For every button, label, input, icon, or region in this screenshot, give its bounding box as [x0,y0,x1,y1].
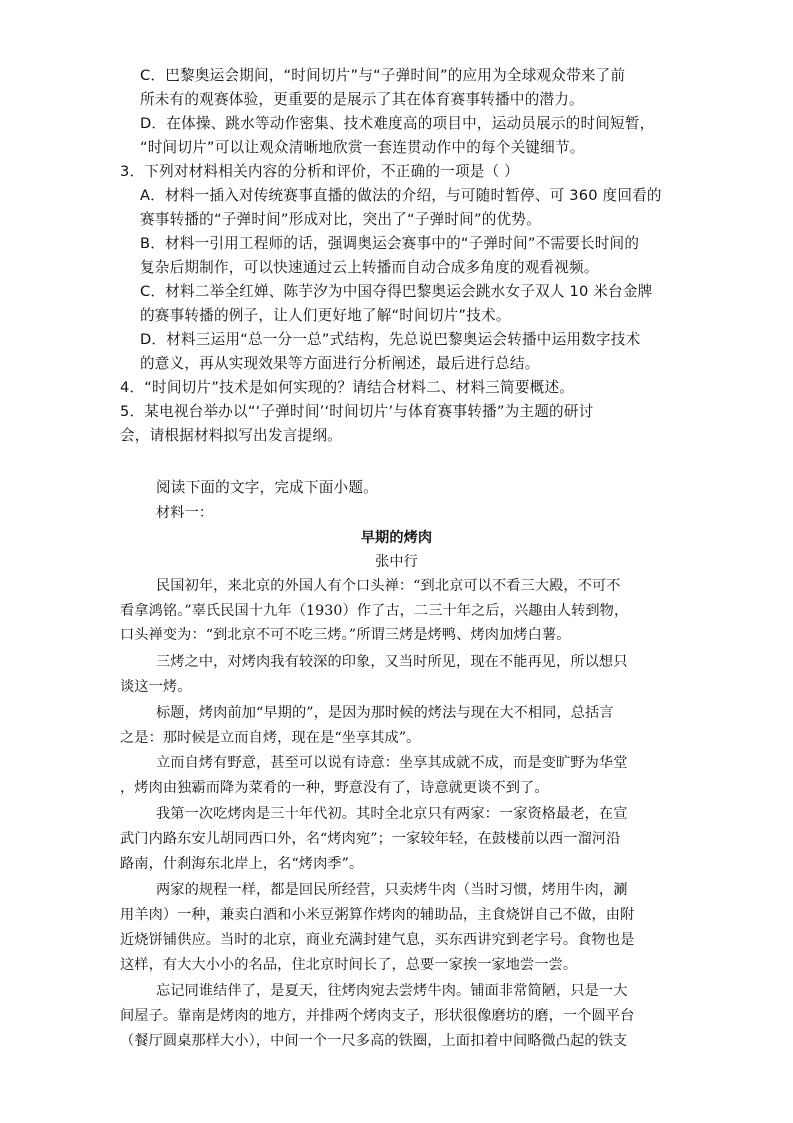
q3-option-a-line1: A．材料一插入对传统赛事直播的做法的介绍，与可随时暂停、可 360 度回看的 [140,187,662,204]
q2-option-d-line1: D．在体操、跳水等动作密集、技术难度高的项目中，运动员展示的时间短暂， [140,115,655,132]
q5-stem-line1: 5．某电视台举办以“‘子弹时间’‘时间切片’与体育赛事转播”为主题的研讨 [120,403,594,420]
q4-stem: 4．“时间切片”技术是如何实现的？请结合材料二、材料三简要概述。 [120,379,575,396]
q3-option-d-line2: 的意义，再从实现效果等方面进行分析阐述，最后进行总结。 [140,355,540,372]
article-line: 口头禅变为：“到北京不可不吃三烤。”所谓三烤是烤鸭、烤肉加烤白薯。 [120,627,571,643]
article-line: 这样，有大大小小的名品，住北京时间长了，总要一家挨一家地尝一尝。 [120,957,578,973]
article-line: 我第一次吃烤肉是三十年代初。其时全北京只有两家：一家资格最老，在宣 [156,806,628,822]
q2-option-c-line2: 所未有的观赛体验，更重要的是展示了其在体育赛事转播中的潜力。 [140,91,584,108]
article-line: 谈这一烤。 [120,679,192,695]
q2-option-d-line2: “时间切片”可以让观众清晰地欣赏一套连贯动作中的每个关键细节。 [140,139,585,156]
article-line: 武门内路东安儿胡同西口外，名“烤肉宛”；一家较年轻，在鼓楼前以西一溜河沿 [120,831,621,847]
q3-option-b-line2: 复杂后期制作，可以快速通过云上转播而自动合成多角度的观看视频。 [140,259,599,276]
q2-option-c-line1: C．巴黎奥运会期间，“时间切片”与“子弹时间”的应用为全球观众带来了前 [140,67,626,84]
article-author: 张中行 [375,554,418,570]
article-line: （餐厅圆桌那样大小），中间一个一尺多高的铁圈，上面扣着中间略微凸起的铁支 [120,1033,628,1049]
q3-option-c-line2: 的赛事转播的例子，让人们更好地了解“时间切片”技术。 [140,307,511,324]
article-line: ，烤肉由独霸而降为菜肴的一种，野意没有了，诗意就更谈不到了。 [120,780,549,796]
article-title: 早期的烤肉 [360,530,433,546]
q3-option-c-line1: C．材料二举全红婵、陈芋汐为中国夺得巴黎奥运会跳水女子双人 10 米台金牌 [140,283,653,300]
article-line: 之是：那时候是立而自烤，现在是“坐享其成”。 [120,730,421,746]
reading-instruction: 阅读下面的文字，完成下面小题。 [156,479,378,496]
article-line: 标题，烤肉前加“早期的”，是因为那时候的烤法与现在大不相同，总括言 [156,705,614,721]
q5-stem-line2: 会，请根据材料拟写出发言提纲。 [120,427,342,444]
article-line: 间屋子。靠南是烤肉的地方，并排两个烤肉支子，形状很像磨坊的磨，一个圆平台 [120,1008,635,1024]
article-line: 两家的规程一样，都是回民所经营，只卖烤牛肉（当时习惯，烤用牛肉，涮 [156,882,628,898]
q3-option-a-line2: 赛事转播的“子弹时间”形成对比，突出了“子弹时间”的优势。 [140,211,541,228]
article-line: 民国初年，来北京的外国人有个口头禅：“到北京可以不看三大殿，不可不 [156,578,621,594]
article-line: 近烧饼铺供应。当时的北京，商业充满封建气息，买东西讲究到老字号。食物也是 [120,932,635,948]
q3-option-d-line1: D．材料三运用“总一分一总”式结构，先总说巴黎奥运会转播中运用数字技术 [140,331,641,348]
article-line: 用羊肉）一种，兼卖白酒和小米豆粥算作烤肉的辅助品，主食烧饼自己不做，由附 [120,907,635,923]
article-line: 忘记同谁结伴了，是夏天，往烤肉宛去尝烤牛肉。铺面非常简陋，只是一大 [156,983,628,999]
q3-option-b-line1: B．材料一引用工程师的话，强调奥运会赛事中的“子弹时间”不需要长时间的 [140,235,640,252]
material-label: 材料一： [156,505,214,521]
article-line: 三烤之中，对烤肉我有较深的印象，又当时所见，现在不能再见，所以想只 [156,654,628,670]
article-line: 立而自烤有野意，甚至可以说有诗意：坐享其成就不成，而是变旷野为华堂 [156,755,628,771]
article-line: 路南，什刹海东北岸上，名“烤肉季”。 [120,856,364,872]
article-line: 看拿鸿铭。”辜氏民国十九年（1930）作了古，二三十年之后，兴趣由人转到物， [120,603,629,619]
q3-stem: 3．下列对材料相关内容的分析和评价，不正确的一项是（ ） [120,163,519,180]
